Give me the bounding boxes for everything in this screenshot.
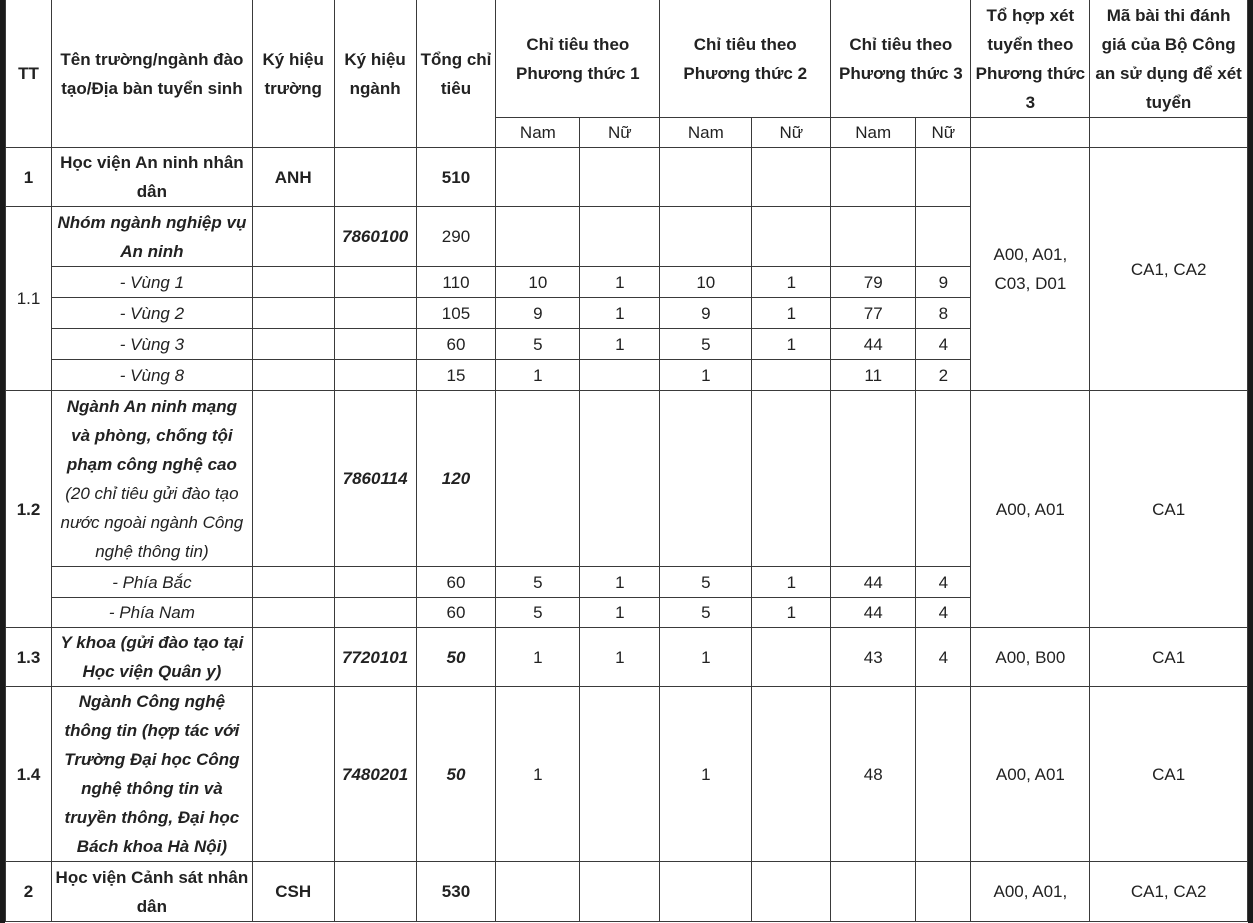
cell-m2-male: 1 <box>660 687 752 862</box>
cell-total: 530 <box>416 862 496 922</box>
cell-empty <box>252 391 334 567</box>
cell-empty <box>252 360 334 391</box>
cell-empty <box>334 567 416 598</box>
header-m3-female: Nữ <box>916 118 971 148</box>
cell-empty <box>580 862 660 922</box>
cell-empty <box>916 862 971 922</box>
cell-m3-male: 44 <box>831 329 916 360</box>
cell-empty <box>334 360 416 391</box>
cell-m3-female: 4 <box>916 329 971 360</box>
cell-total: 60 <box>416 329 496 360</box>
cell-empty <box>752 391 831 567</box>
cell-empty <box>334 329 416 360</box>
cell-empty <box>916 148 971 207</box>
cell-exam: CA1, CA2 <box>1090 862 1248 922</box>
cell-combo: A00, A01, C03, D01 <box>971 148 1090 391</box>
cell-tt: 1.2 <box>6 391 52 628</box>
cell-school-code: ANH <box>252 148 334 207</box>
table-row <box>6 628 1248 687</box>
cell-empty <box>916 391 971 567</box>
cell-name <box>52 391 253 567</box>
cell-exam: CA1 <box>1090 628 1248 687</box>
cell-m2-female: 1 <box>752 267 831 298</box>
cell-empty <box>752 687 831 862</box>
cell-m3-male: 77 <box>831 298 916 329</box>
cell-name: Học viện Cảnh sát nhân dân <box>52 862 253 922</box>
cell-m3-male: 44 <box>831 567 916 598</box>
cell-name: Y khoa (gửi đào tạo tại Học viện Quân y) <box>52 628 253 687</box>
cell-empty <box>752 207 831 267</box>
cell-empty <box>334 267 416 298</box>
cell-empty <box>831 207 916 267</box>
right-border-bar <box>1248 0 1253 923</box>
cell-empty <box>334 862 416 922</box>
cell-combo: A00, A01 <box>971 687 1090 862</box>
cell-combo: A00, A01, <box>971 862 1090 922</box>
cell-empty <box>252 329 334 360</box>
header-combo-blank <box>971 118 1090 148</box>
header-total: Tổng chỉ tiêu <box>416 0 496 148</box>
cell-m1-male: 10 <box>496 267 580 298</box>
cell-exam: CA1, CA2 <box>1090 148 1248 391</box>
cell-name: - Phía Bắc <box>52 567 253 598</box>
cell-total: 110 <box>416 267 496 298</box>
cell-m1-female: 1 <box>580 567 660 598</box>
cell-name-note: (20 chỉ tiêu gửi đào tạo nước ngoài ngành Công nghệ thông tin) <box>60 483 244 561</box>
cell-m2-female: 1 <box>752 567 831 598</box>
cell-m2-female: 1 <box>752 329 831 360</box>
cell-tt: 2 <box>6 862 52 922</box>
cell-m3-male: 48 <box>831 687 916 862</box>
cell-empty <box>252 598 334 628</box>
cell-name: Nhóm ngành nghiệp vụ An ninh <box>52 207 253 267</box>
cell-major-code: 7860100 <box>334 207 416 267</box>
cell-m1-male: 1 <box>496 628 580 687</box>
cell-m1-male: 5 <box>496 567 580 598</box>
cell-empty <box>580 207 660 267</box>
cell-m2-male: 9 <box>660 298 752 329</box>
header-major-code: Ký hiệu ngành <box>334 0 416 148</box>
cell-empty <box>752 628 831 687</box>
cell-empty <box>831 862 916 922</box>
cell-total: 60 <box>416 567 496 598</box>
cell-m3-female: 8 <box>916 298 971 329</box>
cell-m1-female: 1 <box>580 598 660 628</box>
cell-m1-male: 1 <box>496 360 580 391</box>
cell-empty <box>660 148 752 207</box>
cell-name-main: Ngành An ninh mạng và phòng, chống tội phạm công nghệ cao <box>66 396 238 474</box>
cell-tt: 1.1 <box>6 207 52 391</box>
cell-major-code: 7860114 <box>334 391 416 567</box>
header-tt: TT <box>6 0 52 148</box>
cell-m1-female: 1 <box>580 267 660 298</box>
cell-m2-male: 1 <box>660 360 752 391</box>
cell-total: 120 <box>416 391 496 567</box>
cell-m3-female: 2 <box>916 360 971 391</box>
cell-empty <box>252 207 334 267</box>
cell-empty <box>660 391 752 567</box>
cell-m1-male: 1 <box>496 687 580 862</box>
cell-empty <box>252 628 334 687</box>
cell-empty <box>580 391 660 567</box>
cell-total: 60 <box>416 598 496 628</box>
cell-total: 290 <box>416 207 496 267</box>
cell-m3-female: 4 <box>916 567 971 598</box>
table-row <box>6 391 1248 567</box>
cell-empty <box>252 687 334 862</box>
cell-empty <box>831 391 916 567</box>
cell-name: - Vùng 8 <box>52 360 253 391</box>
cell-empty <box>752 360 831 391</box>
header-m2-female: Nữ <box>752 118 831 148</box>
cell-name: - Vùng 2 <box>52 298 253 329</box>
header-school-code: Ký hiệu trường <box>252 0 334 148</box>
cell-empty <box>334 298 416 329</box>
cell-empty <box>916 687 971 862</box>
header-row <box>6 0 1248 118</box>
cell-major-code: 7480201 <box>334 687 416 862</box>
cell-m1-male: 5 <box>496 598 580 628</box>
admission-quota-table <box>5 0 1248 922</box>
cell-m3-female: 9 <box>916 267 971 298</box>
cell-m2-male: 10 <box>660 267 752 298</box>
cell-tt: 1.4 <box>6 687 52 862</box>
cell-empty <box>496 148 580 207</box>
cell-empty <box>334 598 416 628</box>
cell-m1-female: 1 <box>580 628 660 687</box>
cell-name <box>52 687 253 862</box>
cell-school-code: CSH <box>252 862 334 922</box>
cell-m2-male: 5 <box>660 567 752 598</box>
header-m3-male: Nam <box>831 118 916 148</box>
header-method1: Chỉ tiêu theo Phương thức 1 <box>496 0 660 118</box>
cell-total: 50 <box>416 628 496 687</box>
cell-name: Học viện An ninh nhân dân <box>52 148 253 207</box>
cell-major-code <box>334 148 416 207</box>
cell-empty <box>496 391 580 567</box>
cell-name-tail: Bách khoa Hà Nội) <box>76 837 227 856</box>
cell-empty <box>916 207 971 267</box>
cell-empty <box>660 207 752 267</box>
cell-exam: CA1 <box>1090 391 1248 628</box>
cell-tt: 1 <box>6 148 52 207</box>
table-row <box>6 687 1248 862</box>
cell-total: 510 <box>416 148 496 207</box>
cell-name: - Phía Nam <box>52 598 253 628</box>
cell-major-code: 7720101 <box>334 628 416 687</box>
cell-total: 50 <box>416 687 496 862</box>
cell-m2-male: 5 <box>660 598 752 628</box>
cell-exam: CA1 <box>1090 687 1248 862</box>
cell-empty <box>752 862 831 922</box>
cell-name: - Vùng 3 <box>52 329 253 360</box>
cell-empty <box>496 862 580 922</box>
cell-m3-male: 43 <box>831 628 916 687</box>
cell-m3-female: 4 <box>916 628 971 687</box>
cell-m2-male: 5 <box>660 329 752 360</box>
header-method2: Chỉ tiêu theo Phương thức 2 <box>660 0 831 118</box>
cell-m3-male: 44 <box>831 598 916 628</box>
cell-m3-male: 79 <box>831 267 916 298</box>
header-m1-male: Nam <box>496 118 580 148</box>
cell-empty <box>252 567 334 598</box>
cell-m3-female: 4 <box>916 598 971 628</box>
cell-name-main: Ngành Công nghệ thông tin (hợp tác với Trường Đại học Công nghệ thông tin và truyền thông, Đại học <box>64 692 240 827</box>
cell-empty <box>496 207 580 267</box>
cell-empty <box>580 148 660 207</box>
cell-m1-male: 5 <box>496 329 580 360</box>
cell-name: - Vùng 1 <box>52 267 253 298</box>
cell-empty <box>831 148 916 207</box>
cell-total: 15 <box>416 360 496 391</box>
header-method3: Chỉ tiêu theo Phương thức 3 <box>831 0 971 118</box>
table-row <box>6 862 1248 922</box>
header-name: Tên trường/ngành đào tạo/Địa bàn tuyển sinh <box>52 0 253 148</box>
cell-m3-male: 11 <box>831 360 916 391</box>
cell-m1-male: 9 <box>496 298 580 329</box>
table-row <box>6 148 1248 207</box>
header-m2-male: Nam <box>660 118 752 148</box>
cell-m2-female: 1 <box>752 298 831 329</box>
cell-empty <box>580 687 660 862</box>
header-exam: Mã bài thi đánh giá của Bộ Công an sử dụng để xét tuyển <box>1090 0 1248 118</box>
cell-empty <box>660 862 752 922</box>
header-m1-female: Nữ <box>580 118 660 148</box>
cell-combo: A00, B00 <box>971 628 1090 687</box>
cell-m1-female: 1 <box>580 329 660 360</box>
header-exam-blank <box>1090 118 1248 148</box>
cell-m2-female: 1 <box>752 598 831 628</box>
cell-empty <box>580 360 660 391</box>
cell-combo: A00, A01 <box>971 391 1090 628</box>
cell-empty <box>752 148 831 207</box>
cell-total: 105 <box>416 298 496 329</box>
header-combo: Tổ hợp xét tuyển theo Phương thức 3 <box>971 0 1090 118</box>
cell-empty <box>252 267 334 298</box>
cell-m1-female: 1 <box>580 298 660 329</box>
cell-empty <box>252 298 334 329</box>
cell-m2-male: 1 <box>660 628 752 687</box>
cell-tt: 1.3 <box>6 628 52 687</box>
